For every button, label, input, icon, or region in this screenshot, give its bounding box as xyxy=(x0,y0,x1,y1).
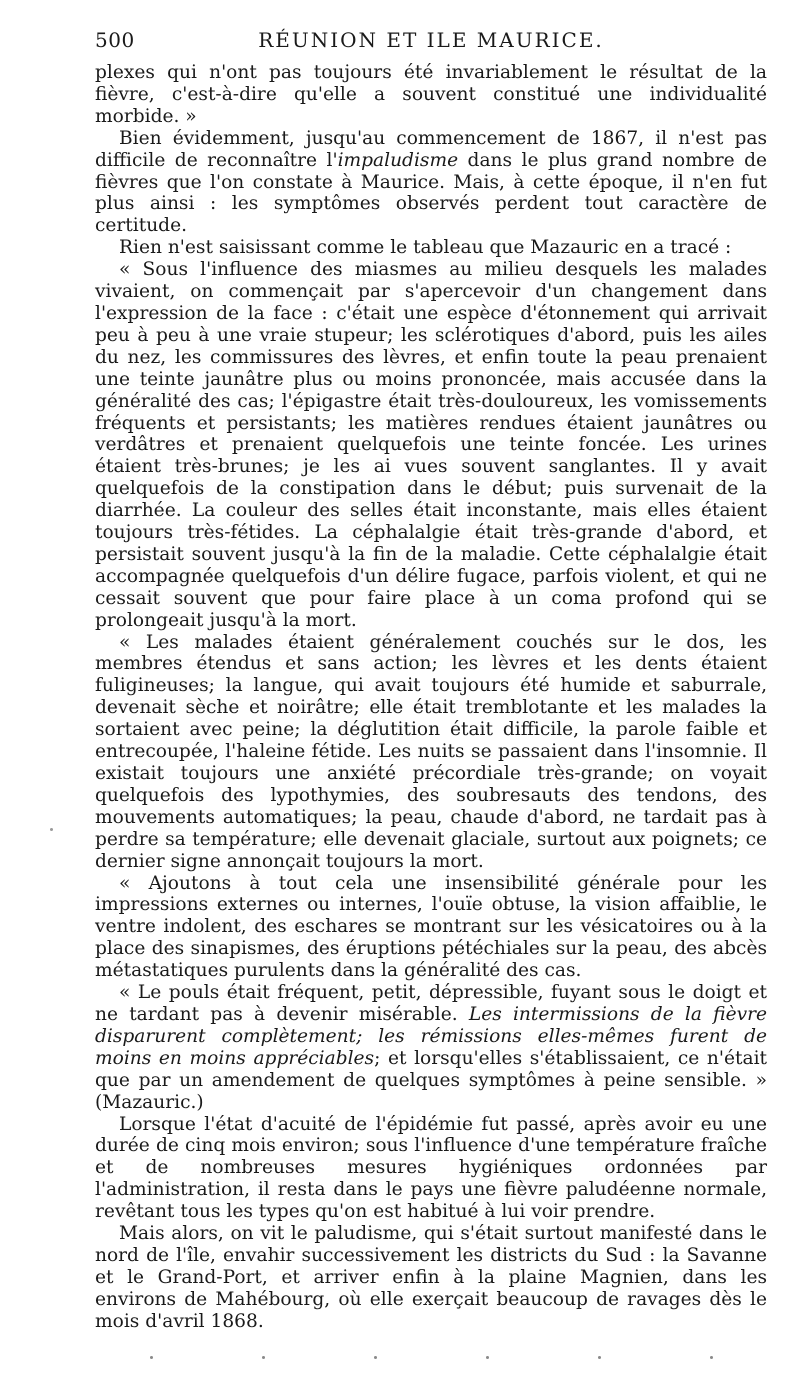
ink-speck xyxy=(262,1356,265,1359)
paragraph xyxy=(95,1114,767,1224)
page-number: 500 xyxy=(95,28,135,52)
italic-text: impaludisme xyxy=(337,149,459,171)
text-segment: « Le pouls était fréquent, petit, dépressible, fuyant sous le doigt et ne tardant pas à devenir misérable. xyxy=(95,982,767,1025)
text-segment: Bien évidemment, jusqu'au commencement de 1867, il n'est pas difficile de reconnaître l' xyxy=(95,127,767,171)
paragraph xyxy=(95,873,767,983)
paragraph xyxy=(95,128,767,238)
running-head xyxy=(95,22,767,62)
text-segment: plexes qui n'ont pas toujours été invariablement le résultat de la fièvre, c'est-à-dire qu'elle a souvent constitué une individualité morbide. » xyxy=(95,62,767,127)
paragraph xyxy=(95,982,767,1113)
text-segment: « Sous l'influence des miasmes au milieu desquels les malades vivaient, on commençait par s'apercevoir d'un changement dans l'expression de la face : c'était une espèce d'étonnement qui arrivait peu à peu à une vraie stupeur; les sclérotiques d'abord, puis les ailes du nez, les commissures des lèvres, et enfin toute la peau prenaient une teinte jaunâtre plus ou moins prononcée, mais accusée dans la généralité des cas; l'épigastre était très-douloureux, les vomissements fréquents et persistants; les matières rendues étaient jaunâtres ou verdâtres et prenaient quelquefois une teinte foncée. Les urines étaient très-brunes; je les ai vues souvent sanglantes. Il y avait quelquefois de la constipation dans le début; puis survenait de la diarrhée. La couleur des selles était inconstante, mais elles étaient toujours très-fétides. La céphalalgie était très-grande d'abord, et persistait souvent jusqu'à la fin de la maladie. Cette céphalalgie était accompagnée quelquefois d'un délire fugace, parfois violent, et qui ne cessait souvent que pour faire place à un coma profond qui se prolongeait jusqu'à la mort. xyxy=(95,259,767,631)
ink-speck xyxy=(150,1356,153,1359)
ink-speck xyxy=(374,1356,377,1359)
paragraph xyxy=(95,62,767,128)
text-segment: Rien n'est saisissant comme le tableau que Mazauric en a tracé : xyxy=(119,237,732,259)
ink-speck xyxy=(710,1356,713,1359)
text-segment: ; et lorsqu'elles s'établissaient, ce n'était que par un amendement de quelques symptômes à peine sensible. » (Mazauric.) xyxy=(95,1047,767,1113)
running-title: RÉUNION ET ILE MAURICE. xyxy=(258,28,604,52)
ink-speck xyxy=(486,1356,489,1359)
paragraph xyxy=(95,237,767,259)
body-text xyxy=(95,62,767,1333)
paragraph xyxy=(95,259,767,631)
text-segment: dans le plus grand nombre de fièvres que l'on constate à Maurice. Mais, à cette époque, il n'en fut plus ainsi : les symptômes observés perdent tout caractère de certitude. xyxy=(95,149,768,237)
text-segment: « Les malades étaient généralement couchés sur le dos, les membres étendus et sans action; les lèvres et les dents étaient fuligineuses; la langue, qui avait toujours été humide et saburrale, devenait sèche et noirâtre; elle était tremblotante et les malades la sortaient avec peine; la déglutition était difficile, la parole faible et entrecoupée, l'haleine fétide. Les nuits se passaient dans l'insomnie. Il existait toujours une anxiété précordiale très-grande; on voyait quelquefois des lypothymies, des soubresauts des tendons, des mouvements automatiques; la peau, chaude d'abord, ne tardait pas à perdre sa température; elle devenait glaciale, surtout aux poignets; ce dernier signe annonçait toujours la mort. xyxy=(95,631,767,872)
text-segment: « Ajoutons à tout cela une insensibilité générale pour les impressions externes ou internes, l'ouïe obtuse, la vision affaiblie, le ventre indolent, des eschares se montrant sur les vésicatoires ou à la place des sinapismes, des éruptions pétéchiales sur la peau, des abcès métastatiques purulents dans la généralité des cas. xyxy=(95,872,767,982)
stray-ink-marks xyxy=(95,1352,767,1362)
paragraph xyxy=(95,1223,767,1333)
margin-speck xyxy=(50,828,53,831)
book-page xyxy=(95,22,767,1333)
paragraph xyxy=(95,632,767,873)
ink-speck xyxy=(598,1356,601,1359)
italic-text: Les intermissions de la fièvre disparurent complètement; les rémissions elles-mêmes furent de moins en moins appréciables xyxy=(95,1003,767,1069)
text-segment: Lorsque l'état d'acuité de l'épidémie fut passé, après avoir eu une durée de cinq mois environ; sous l'influence d'une température fraîche et de nombreuses mesures hygiéniques ordonnées par l'administration, il resta dans le pays une fièvre paludéenne normale, revêtant tous les types qu'on est habitué à lui voir prendre. xyxy=(95,1113,767,1223)
text-segment: Mais alors, on vit le paludisme, qui s'était surtout manifesté dans le nord de l'île, envahir successivement les districts du Sud : la Savanne et le Grand-Port, et arriver enfin à la plaine Magnien, dans les environs de Mahébourg, où elle exerçait beaucoup de ravages dès le mois d'avril 1868. xyxy=(95,1223,767,1332)
